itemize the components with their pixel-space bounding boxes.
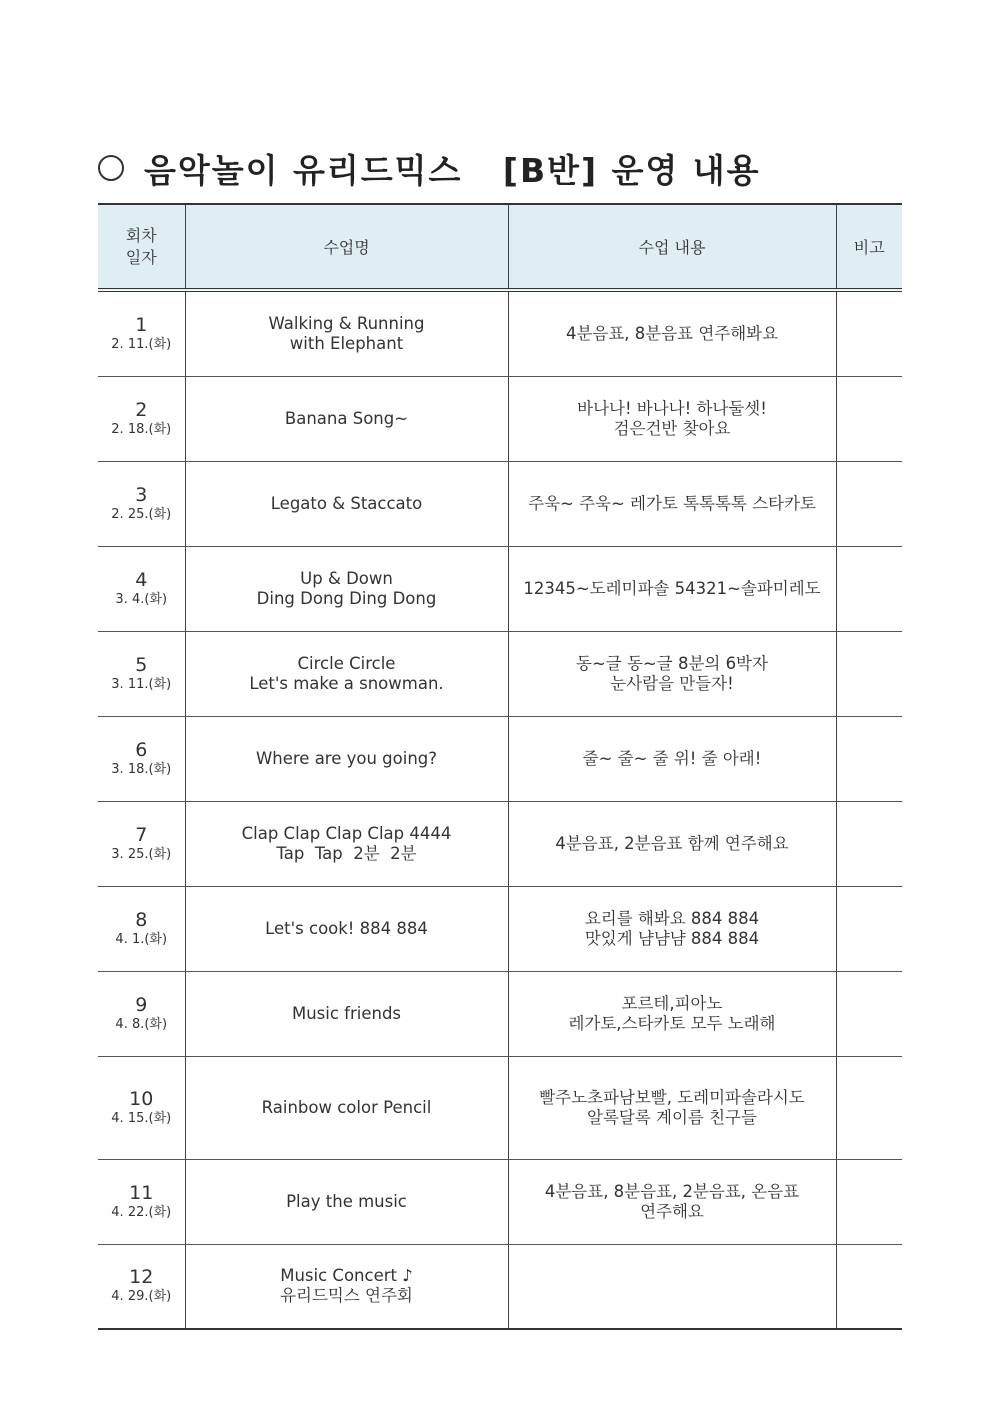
session-number: 7 — [135, 823, 148, 846]
content-cell — [508, 290, 836, 376]
content-cell — [508, 461, 836, 546]
table-row — [98, 376, 902, 461]
class-name-line: Ding Dong Ding Dong — [256, 588, 437, 608]
header-date-label: 일자 — [125, 247, 157, 267]
session-date: 4. 1.(화) — [115, 931, 168, 947]
table-header-row — [98, 204, 902, 290]
header-class-name: 수업명 — [185, 204, 508, 290]
content-line: 줄~ 줄~ 줄 위! 줄 아래! — [582, 748, 762, 768]
session-cell — [98, 1056, 185, 1159]
content-cell — [508, 801, 836, 886]
page-title — [98, 146, 761, 190]
content-cell — [508, 376, 836, 461]
session-date: 3. 11.(화) — [111, 676, 172, 692]
class-name-line: Music Concert ♪ — [280, 1266, 413, 1286]
header-note: 비고 — [836, 204, 902, 290]
content-line: 포르테,피아노 — [621, 993, 723, 1013]
content-line: 눈사람을 만들자! — [610, 673, 734, 693]
content-cell — [508, 631, 836, 716]
table-row — [98, 461, 902, 546]
table-row — [98, 716, 902, 801]
session-cell — [98, 971, 185, 1056]
content-line: 4분음표, 8분음표, 2분음표, 온음표 — [544, 1181, 800, 1201]
session-number: 5 — [135, 653, 148, 676]
content-line: 4분음표, 2분음표 함께 연주해요 — [555, 833, 789, 853]
class-name-line: Walking & Running — [268, 313, 425, 333]
session-cell — [98, 461, 185, 546]
content-cell — [508, 1244, 836, 1329]
content-line: 연주해요 — [640, 1201, 704, 1221]
session-cell — [98, 290, 185, 376]
note-cell — [836, 886, 902, 971]
class-name-cell — [185, 971, 508, 1056]
class-name-line: Clap Clap Clap Clap 4444 — [241, 823, 452, 843]
session-number: 12 — [129, 1266, 154, 1289]
class-name-cell — [185, 801, 508, 886]
table-row — [98, 1056, 902, 1159]
session-number: 2 — [135, 398, 148, 421]
table-row — [98, 886, 902, 971]
table-row — [98, 290, 902, 376]
table-row — [98, 801, 902, 886]
note-cell — [836, 801, 902, 886]
note-cell — [836, 376, 902, 461]
session-date: 3. 18.(화) — [111, 761, 172, 777]
class-name-line: Circle Circle — [297, 653, 396, 673]
session-number: 1 — [135, 313, 148, 336]
class-name-line: Up & Down — [300, 568, 393, 588]
session-number: 11 — [129, 1181, 154, 1204]
note-cell — [836, 290, 902, 376]
note-cell — [836, 631, 902, 716]
class-name-line: Banana Song~ — [284, 408, 409, 428]
note-cell — [836, 1056, 902, 1159]
class-name-line: Music friends — [291, 1003, 402, 1023]
note-cell — [836, 461, 902, 546]
content-line: 레가토,스타카토 모두 노래해 — [568, 1013, 776, 1033]
session-number: 6 — [135, 738, 148, 761]
session-date: 2. 18.(화) — [111, 421, 172, 437]
session-date: 3. 25.(화) — [111, 846, 172, 862]
class-name-line: Play the music — [286, 1191, 407, 1211]
class-name-cell — [185, 716, 508, 801]
class-name-line: 유리드믹스 연주회 — [280, 1286, 413, 1306]
class-name-line: Tap Tap 2분 2분 — [276, 843, 417, 863]
table-row — [98, 1159, 902, 1244]
session-number: 4 — [135, 568, 148, 591]
class-name-cell — [185, 886, 508, 971]
content-cell — [508, 716, 836, 801]
content-cell — [508, 971, 836, 1056]
class-name-cell — [185, 631, 508, 716]
class-name-cell — [185, 290, 508, 376]
session-date: 3. 4.(화) — [115, 591, 168, 607]
note-cell — [836, 1159, 902, 1244]
class-name-line: Rainbow color Pencil — [261, 1097, 432, 1117]
session-cell — [98, 631, 185, 716]
session-number: 3 — [135, 483, 148, 506]
class-name-line: Legato & Staccato — [270, 493, 423, 513]
note-cell — [836, 716, 902, 801]
session-cell — [98, 886, 185, 971]
session-number: 9 — [135, 993, 148, 1016]
session-date: 4. 15.(화) — [111, 1110, 172, 1126]
content-line: 맛있게 냠냠냠 884 884 — [584, 928, 760, 948]
content-line: 검은건반 찾아요 — [613, 418, 731, 438]
session-number: 10 — [129, 1087, 154, 1110]
class-name-line: Where are you going? — [255, 748, 438, 768]
note-cell — [836, 546, 902, 631]
table-row — [98, 971, 902, 1056]
header-session-date — [98, 204, 185, 290]
session-date: 2. 11.(화) — [111, 336, 172, 352]
content-line: 바나나! 바나나! 하나둘셋! — [577, 398, 767, 418]
content-cell — [508, 546, 836, 631]
session-date: 4. 22.(화) — [111, 1204, 172, 1220]
session-cell — [98, 1159, 185, 1244]
class-name-cell — [185, 1244, 508, 1329]
content-line: 12345~도레미파솔 54321~솔파미레도 — [523, 578, 821, 598]
content-cell — [508, 1056, 836, 1159]
content-line: 4분음표, 8분음표 연주해봐요 — [565, 323, 779, 343]
session-date: 2. 25.(화) — [111, 506, 172, 522]
note-cell — [836, 1244, 902, 1329]
class-name-line: Let's make a snowman. — [249, 673, 444, 693]
schedule-table — [98, 203, 902, 1330]
session-number: 8 — [135, 908, 148, 931]
class-name-cell — [185, 1159, 508, 1244]
session-cell — [98, 1244, 185, 1329]
content-cell — [508, 1159, 836, 1244]
table-row — [98, 546, 902, 631]
table-row — [98, 631, 902, 716]
content-line: 주욱~ 주욱~ 레가토 톡톡톡톡 스타카토 — [528, 493, 816, 513]
content-line: 요리를 해봐요 884 884 — [584, 908, 760, 928]
class-name-line: Let's cook! 884 884 — [265, 918, 428, 938]
content-line: 빨주노초파남보빨, 도레미파솔라시도 — [539, 1087, 805, 1107]
session-date: 4. 8.(화) — [115, 1016, 168, 1032]
class-name-cell — [185, 461, 508, 546]
content-line: 동~글 동~글 8분의 6박자 — [576, 653, 768, 673]
class-name-cell — [185, 376, 508, 461]
class-name-line: with Elephant — [289, 333, 404, 353]
session-cell — [98, 376, 185, 461]
session-cell — [98, 801, 185, 886]
content-line: 알록달록 계이름 친구들 — [587, 1107, 757, 1127]
table-row — [98, 1244, 902, 1329]
class-name-cell — [185, 546, 508, 631]
title-text: 음악놀이 유리드믹스 [B반] 운영 내용 — [144, 150, 761, 190]
session-cell — [98, 546, 185, 631]
header-session-label: 회차 — [125, 225, 157, 245]
header-content: 수업 내용 — [508, 204, 836, 290]
circle-bullet-icon — [98, 155, 124, 181]
session-date: 4. 29.(화) — [111, 1289, 172, 1305]
note-cell — [836, 971, 902, 1056]
class-name-cell — [185, 1056, 508, 1159]
session-cell — [98, 716, 185, 801]
content-cell — [508, 886, 836, 971]
